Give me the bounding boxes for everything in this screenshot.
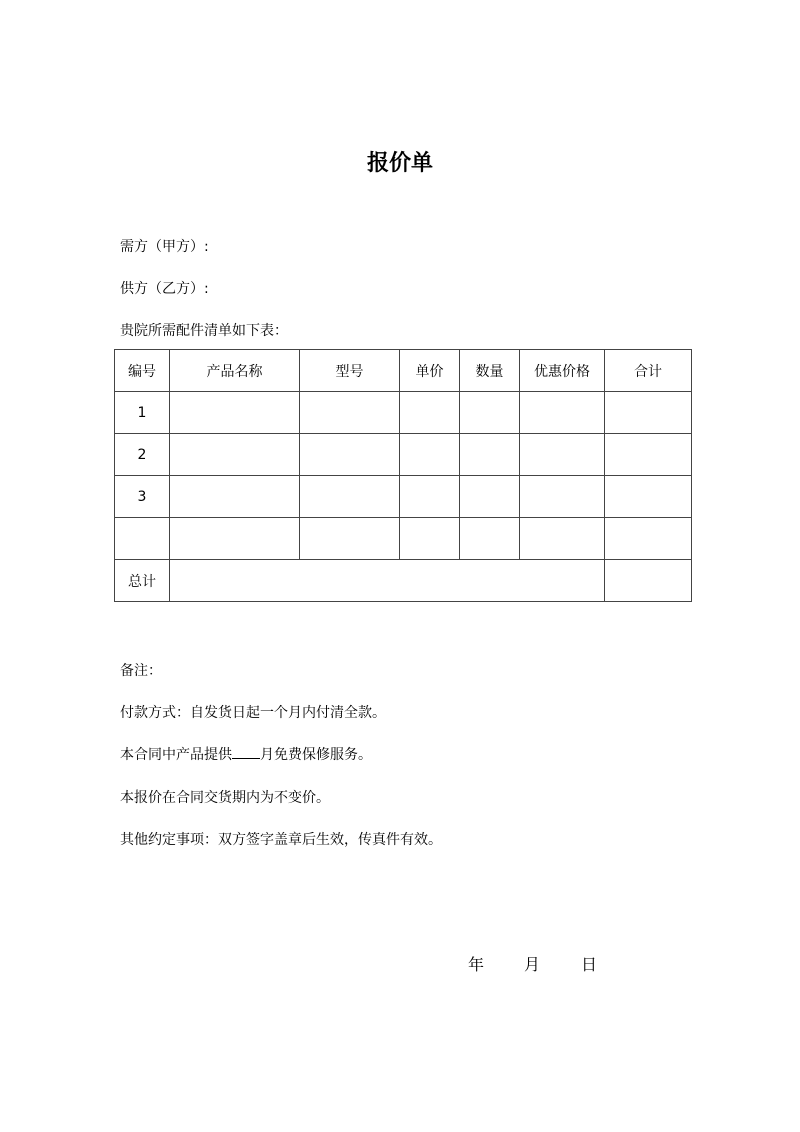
- cell-discount-price: [520, 392, 605, 434]
- header-discount-price: 优惠价格: [520, 350, 605, 392]
- notes-label: 备注：: [120, 663, 162, 679]
- cell-model: [300, 518, 400, 560]
- cell-product-name: [170, 434, 300, 476]
- buyer-label: 需方（甲方）:: [120, 239, 209, 255]
- cell-discount-price: [520, 518, 605, 560]
- intro-text: 贵院所需配件清单如下表：: [120, 323, 288, 339]
- total-merged-cell: [170, 560, 605, 602]
- cell-id: [115, 518, 170, 560]
- cell-quantity: [460, 476, 520, 518]
- table-header-row: [115, 350, 692, 392]
- header-quantity: 数量: [460, 350, 520, 392]
- cell-id: 1: [115, 392, 170, 434]
- header-model: 型号: [300, 350, 400, 392]
- cell-id: 2: [115, 434, 170, 476]
- total-row: [115, 560, 692, 602]
- price-fixed-terms: 本报价在合同交货期内为不变价。: [120, 790, 330, 806]
- cell-product-name: [170, 518, 300, 560]
- table-row: [115, 476, 692, 518]
- header-subtotal: 合计: [605, 350, 692, 392]
- quote-table: [114, 349, 692, 602]
- seller-label: 供方（乙方）:: [120, 281, 209, 297]
- cell-subtotal: [605, 392, 692, 434]
- page-title: 报价单: [366, 151, 433, 176]
- warranty-prefix: 本合同中产品提供: [120, 747, 232, 763]
- table-row: [115, 392, 692, 434]
- header-product-name: 产品名称: [170, 350, 300, 392]
- warranty-suffix: 月免费保修服务。: [260, 747, 372, 763]
- warranty-months-blank: [232, 744, 260, 759]
- cell-quantity: [460, 434, 520, 476]
- cell-unit-price: [400, 392, 460, 434]
- cell-discount-price: [520, 434, 605, 476]
- table-row: [115, 518, 692, 560]
- cell-model: [300, 476, 400, 518]
- date-month-label: 月: [524, 955, 541, 974]
- date-year-label: 年: [468, 955, 485, 974]
- cell-unit-price: [400, 518, 460, 560]
- header-id: 编号: [115, 350, 170, 392]
- cell-quantity: [460, 518, 520, 560]
- payment-terms: 付款方式：自发货日起一个月内付清全款。: [120, 705, 386, 721]
- cell-product-name: [170, 392, 300, 434]
- total-value: [605, 560, 692, 602]
- header-unit-price: 单价: [400, 350, 460, 392]
- other-terms: 其他约定事项：双方签字盖章后生效，传真件有效。: [120, 832, 442, 848]
- cell-id: 3: [115, 476, 170, 518]
- cell-model: [300, 434, 400, 476]
- cell-discount-price: [520, 476, 605, 518]
- table-row: [115, 434, 692, 476]
- cell-subtotal: [605, 434, 692, 476]
- date-day-label: 日: [581, 955, 598, 974]
- cell-subtotal: [605, 518, 692, 560]
- total-label: 总计: [115, 560, 170, 602]
- cell-unit-price: [400, 434, 460, 476]
- cell-unit-price: [400, 476, 460, 518]
- warranty-terms: [120, 744, 372, 764]
- cell-subtotal: [605, 476, 692, 518]
- cell-product-name: [170, 476, 300, 518]
- cell-quantity: [460, 392, 520, 434]
- cell-model: [300, 392, 400, 434]
